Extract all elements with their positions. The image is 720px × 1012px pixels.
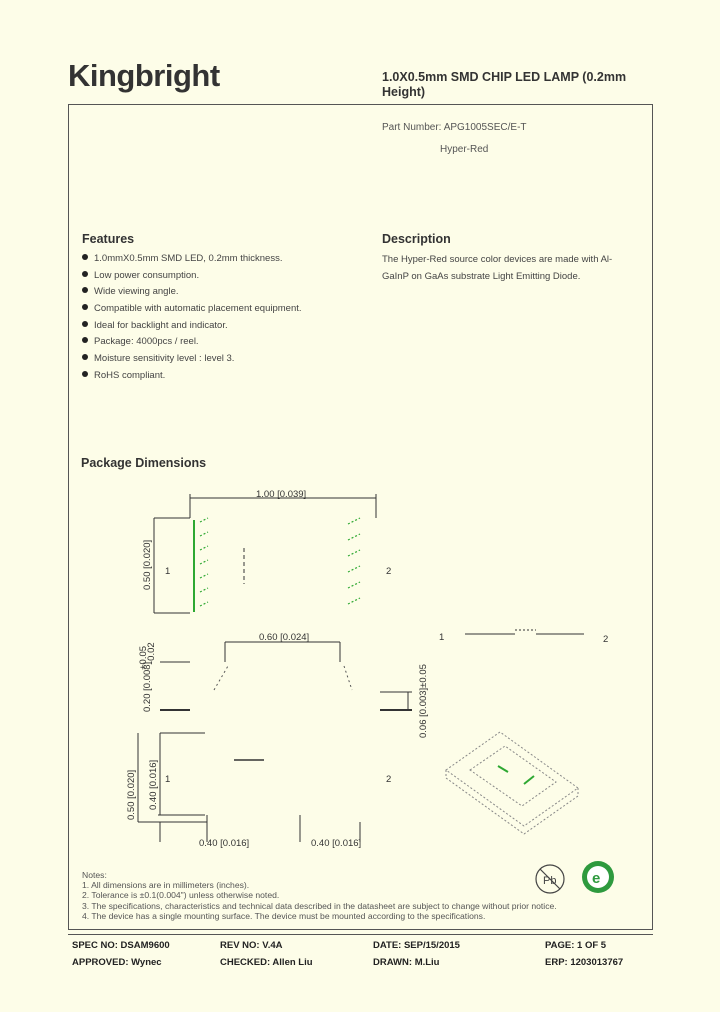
top-view-led [194, 518, 360, 612]
list-item: Compatible with automatic placement equipment. [82, 301, 302, 318]
dim-bottom-height-outer: 0.50 [0.020] [126, 769, 137, 820]
note-item: 1. All dimensions are in millimeters (inches). [82, 880, 250, 891]
pin-2-bottom-label: 2 [386, 774, 392, 785]
spec-no: SPEC NO: DSAM9600 [72, 940, 170, 951]
part-number: Part Number: APG1005SEC/E-T [382, 122, 527, 133]
dim-pad-height: 0.06 [0.003]±0.05 [418, 664, 429, 738]
erp-number: ERP: 1203013767 [545, 957, 624, 968]
description-text: The Hyper-Red source color devices are made with Al-GaInP on GaAs substrate Light Emitting Diode. [382, 254, 613, 282]
drawn-by: DRAWN: M.Liu [373, 957, 440, 968]
dim-pad-width-right: 0.40 [0.016] [311, 838, 362, 849]
notes-title: Notes: [82, 870, 107, 880]
kingbright-logo: Kingbright [68, 58, 220, 93]
pin-1-bottom-label: 1 [165, 774, 171, 785]
list-item: 1.0mmX0.5mm SMD LED, 0.2mm thickness. [82, 251, 302, 268]
features-heading: Features [82, 232, 135, 246]
list-item: RoHS compliant. [82, 368, 302, 385]
dim-tolerance-minus: -0.02 [146, 642, 157, 664]
note-item: 2. Tolerance is ±0.1(0.004") unless otherwise noted. [82, 890, 280, 901]
list-item: Ideal for backlight and indicator. [82, 318, 302, 335]
pin-2-label: 2 [386, 566, 392, 577]
dim-top-height: 0.50 [0.020] [142, 539, 153, 590]
page-number: PAGE: 1 OF 5 [545, 940, 607, 951]
package-dimensions-heading: Package Dimensions [81, 456, 207, 470]
page-title: 1.0X0.5mm SMD CHIP LED LAMP (0.2mm Height) [382, 70, 627, 99]
note-item: 4. The device has a single mounting surface. The device must be mounted according to the specifications. [82, 910, 486, 921]
checked-by: CHECKED: Allen Liu [220, 957, 313, 968]
iso-view [446, 732, 578, 834]
dim-thickness: 0.20 [0.008] [142, 661, 153, 712]
pin-1-label: 1 [165, 566, 171, 577]
list-item: Low power consumption. [82, 268, 302, 285]
rev-no: REV NO: V.4A [220, 940, 283, 951]
list-item: Wide viewing angle. [82, 284, 302, 301]
side-pin-1-label: 1 [439, 632, 445, 643]
svg-text:Pb: Pb [543, 875, 557, 887]
dim-top-width: 1.00 [0.039] [256, 489, 307, 500]
dim-bottom-height-inner: 0.40 [0.016] [148, 759, 159, 810]
list-item: Package: 4000pcs / reel. [82, 334, 302, 351]
approved-by: APPROVED: Wynec [72, 957, 162, 968]
rohs-icon [582, 861, 614, 893]
notes [82, 870, 557, 921]
footer-divider [68, 934, 653, 935]
date: DATE: SEP/15/2015 [373, 940, 460, 951]
svg-text:e: e [592, 870, 601, 887]
dim-pad-width-left: 0.40 [0.016] [199, 838, 250, 849]
side-pin-2-label: 2 [603, 634, 609, 645]
note-item: 3. The specifications, characteristics and technical data described in the datasheet are subject to change without prior notice. [82, 900, 557, 911]
dim-tolerance-plus: +0.05 [138, 645, 149, 670]
emitting-color: Hyper-Red [440, 144, 489, 155]
dim-pad-spacing: 0.60 [0.024] [259, 632, 310, 643]
list-item: Moisture sensitivity level : level 3. [82, 351, 302, 368]
description-heading: Description [382, 232, 451, 246]
